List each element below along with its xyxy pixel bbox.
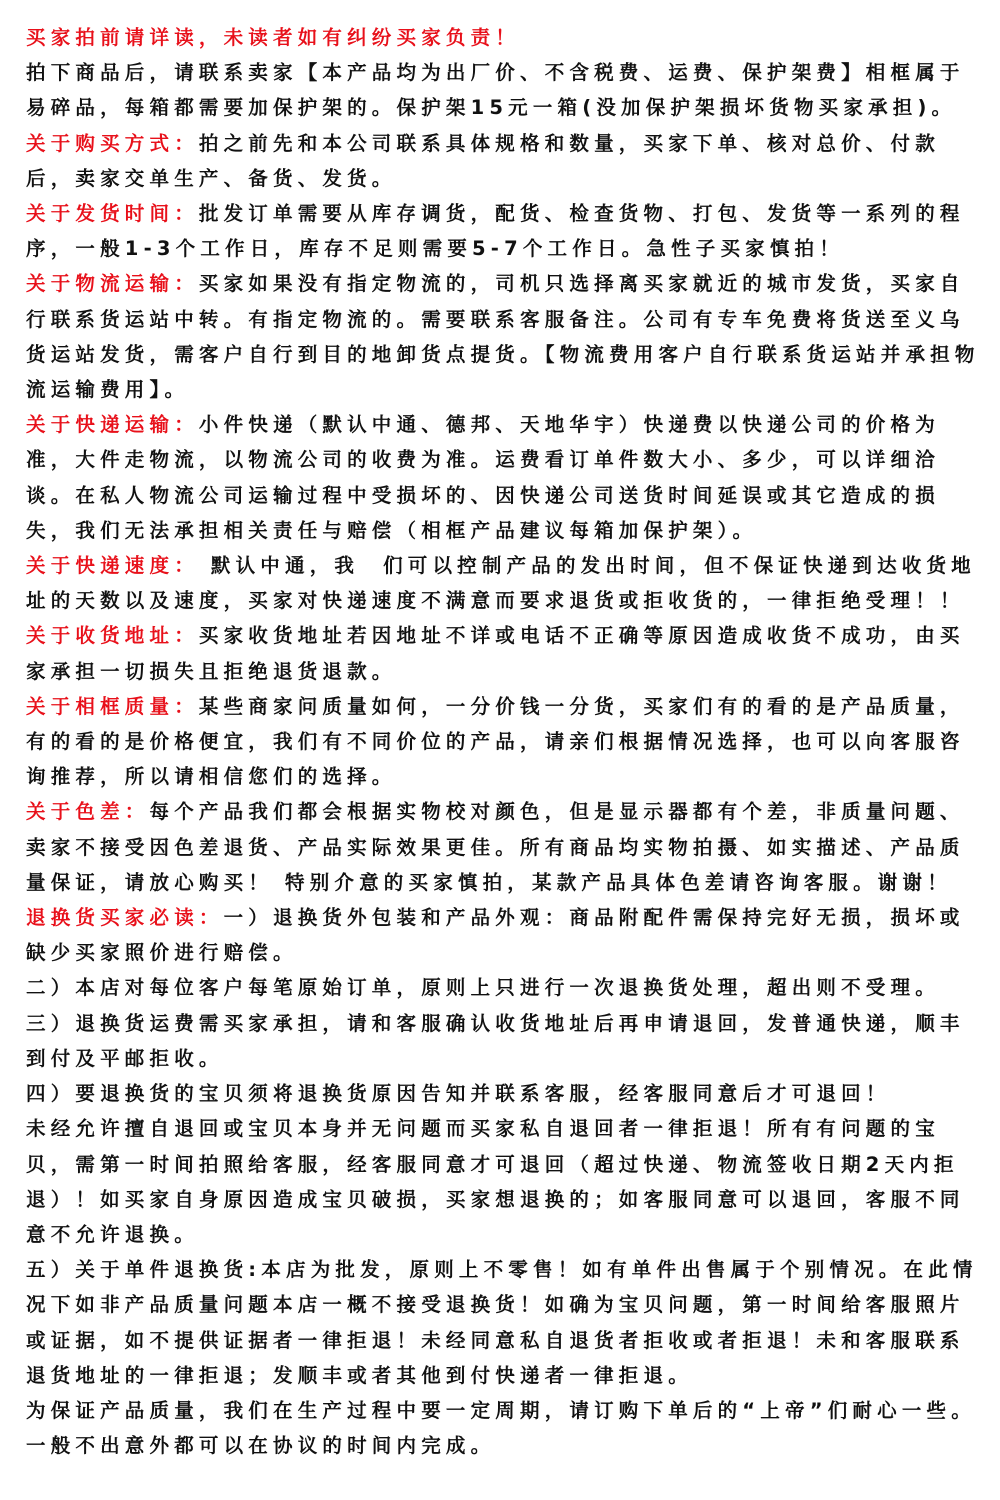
section-text: 默认中通，我 们可以控制产品的发出时间，但不保证快递到达收货地址的天数以及速度，买家对快递速度不满意而要求退货或拒收货的，一律拒绝受理！！ xyxy=(26,554,976,613)
section-returns-must-read xyxy=(26,900,982,970)
closing-paragraph: 为保证产品质量，我们在生产过程中要一定周期，请订购下单后的“上帝”们耐心一些。一般不出意外都可以在协议的时间内完成。 xyxy=(26,1398,976,1458)
section-label: 关于快递速度： xyxy=(26,554,199,578)
section-express-speed xyxy=(26,548,982,618)
returns-rule-4-detail: 未经允许擅自退回或宝贝本身并无问题而买家私自退回者一律拒退！所有有问题的宝贝，需第一时间拍照给客服，经客服同意才可退回（超过快递、物流签收日期2天内拒退）！如买家自身原因造成宝贝破损，买家想退换的；如客服同意可以退回，客服不同意不允许退换。 xyxy=(26,1117,965,1246)
section-shipping-time xyxy=(26,196,982,266)
section-label: 退换货买家必读： xyxy=(26,906,224,930)
notice-headline: 买家拍前请详读，未读者如有纠纷买家负责！ xyxy=(26,26,521,49)
section-label: 关于色差： xyxy=(26,800,150,824)
section-text: 小件快递（默认中通、德邦、天地华宇）快递费以快递公司的价格为准，大件走物流，以物流公司的收费为准。运费看订单件数大小、多少，可以详细洽谈。在私人物流公司运输过程中受损坏的、因快递公司送货时间延误或其它造成的损失，我们无法承担相关责任与赔偿（相框产品建议每箱加保护架）。 xyxy=(26,413,940,542)
section-label: 关于发货时间： xyxy=(26,202,199,226)
section-text: 每个产品我们都会根据实物校对颜色，但是显示器都有个差，非质量问题、卖家不接受因色差退货、产品实际效果更佳。所有商品均实物拍摄、如实描述、产品质量保证，请放心购买！ 特别介意的买家慎拍，某款产品具体色差请咨询客服。谢谢！ xyxy=(26,800,965,894)
returns-rule-2: 二）本店对每位客户每笔原始订单，原则上只进行一次退换货处理，超出则不受理。 xyxy=(26,976,940,1000)
intro-paragraph: 拍下商品后，请联系卖家【本产品均为出厂价、不含税费、运费、保护架费】相框属于易碎品，每箱都需要加保护架的。保护架15元一箱(没加保护架损坏货物买家承担)。 xyxy=(26,61,965,120)
section-delivery-address xyxy=(26,618,982,688)
section-frame-quality xyxy=(26,689,982,795)
section-label: 关于相框质量： xyxy=(26,694,199,718)
section-text: 批发订单需要从库存调货，配货、检查货物、打包、发货等一系列的程序，一般1-3个工作日，库存不足则需要5-7个工作日。急性子买家慎拍！ xyxy=(26,202,965,261)
section-label: 关于物流运输： xyxy=(26,272,199,296)
section-logistics xyxy=(26,266,982,407)
section-purchase-method xyxy=(26,126,982,196)
returns-rule-5: 五）关于单件退换货:本店为批发，原则上不零售！如有单件出售属于个别情况。在此情况下如非产品质量问题本店一概不接受退换货！如确为宝贝问题，第一时间给客服照片或证据，如不提供证据者一律拒退！未经同意私自退货者拒收或者拒退！未和客服联系退货地址的一律拒退；发顺丰或者其他到付快递者一律拒退。 xyxy=(26,1258,978,1387)
section-label: 关于购买方式： xyxy=(26,131,199,155)
section-text: 某些商家问质量如何，一分价钱一分货，买家们有的看的是产品质量，有的看的是价格便宜，我们有不同价位的产品，请亲们根据情况选择，也可以向客服咨询推荐，所以请相信您们的选择。 xyxy=(26,694,965,789)
section-label: 关于收货地址： xyxy=(26,624,199,648)
section-color-difference xyxy=(26,794,982,900)
returns-rule-3: 三）退换货运费需买家承担，请和客服确认收货地址后再申请退回，发普通快递，顺丰到付及平邮拒收。 xyxy=(26,1011,965,1070)
section-label: 关于快递运输： xyxy=(26,413,199,437)
section-text: 买家如果没有指定物流的，司机只选择离买家就近的城市发货，买家自行联系货运站中转。有指定物流的。需要联系客服备注。公司有专车免费将货送至义乌货运站发货，需客户自行到目的地卸货点提货。【物流费用客户自行联系货运站并承担物流运输费用】。 xyxy=(26,272,980,402)
returns-rule-4: 四）要退换货的宝贝须将退换货原因告知并联系客服，经客服同意后才可退回！ xyxy=(26,1082,891,1106)
section-text: 一）退换货外包装和产品外观：商品附配件需保持完好无损，损坏或缺少买家照价进行赔偿。 xyxy=(26,906,965,965)
section-express-shipping xyxy=(26,407,982,548)
section-text: 买家收货地址若因地址不详或电话不正确等原因造成收货不成功，由买家承担一切损失且拒绝退货退款。 xyxy=(26,624,965,683)
section-text: 拍之前先和本公司联系具体规格和数量，买家下单、核对总价、付款后，卖家交单生产、备货、发货。 xyxy=(26,131,940,190)
